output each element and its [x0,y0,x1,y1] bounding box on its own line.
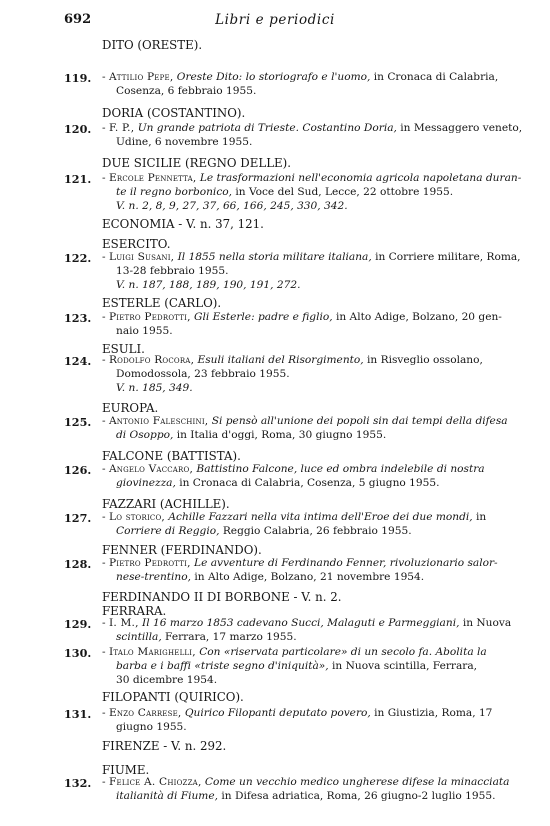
entry-line [102,84,527,98]
entry-number: 120. [64,122,92,136]
entry-heading: ESTERLE (CARLO). [102,296,222,310]
entry-line [102,659,527,673]
bibliography-entry [102,616,527,644]
bibliography-entry [102,310,527,338]
bibliography-entry [102,121,527,149]
entry-line: - Attilio Pepe, Oreste Dito: lo storiografo e l'uomo, in Cronaca di Calabria, [102,71,499,83]
entry-line [102,476,527,490]
entry-number: 130. [64,646,92,660]
running-title: Libri e periodici [215,12,335,28]
entry-number: 132. [64,776,92,790]
entry-title: Si pensò all'unione dei popoli sin dai tempi della difesa [211,415,508,427]
entry-title: barba e i baffi «triste segno d'iniquità», [116,660,329,673]
entry-line: - F. P., Un grande patriota di Trieste. Costantino Doria, in Messaggero veneto, [102,122,523,134]
entry-author: Ercole Pennetta, [108,172,197,184]
entry-publication: in Cronaca di Calabria, Cosenza, 5 giugno 1955. [175,477,440,490]
entry-number: 119. [64,71,92,85]
entry-number: 123. [64,311,92,325]
entry-publication: in Nuova scintilla, Ferrara, [328,660,478,673]
entry-publication: in Messaggero veneto, [396,122,523,134]
entry-author: I. M., [108,617,139,629]
entry-line [102,264,527,278]
entry-line: - Antonio Faleschini, Si pensò all'unione dei popoli sin dai tempi della difesa [102,415,508,427]
entry-author: Pietro Pedrotti, [108,557,191,569]
entry-line [102,199,527,213]
entry-title: V. n. 2, 8, 9, 27, 37, 66, 166, 245, 330, 342. [116,200,348,213]
entry-line: - Pietro Pedrotti, Gli Esterle: padre e figlio, in Alto Adige, Bolzano, 20 gen- [102,311,502,323]
entry-line: - Italo Marighelli, Con «riservata particolare» di un secolo fa. Abolita la [102,646,487,658]
entry-line: - Ercole Pennetta, Le trasformazioni nell'economia agricola napoletana duran- [102,172,522,184]
entry-title: Gli Esterle: padre e figlio, [194,311,333,323]
bibliography-entry [102,645,527,688]
entry-author: Lo storico, [108,511,165,523]
entry-title: giovinezza, [116,477,176,490]
entry-heading: EUROPA. [102,401,159,415]
entry-line: - Pietro Pedrotti, Le avventure di Ferdinando Fenner, rivoluzionario salor- [102,557,498,569]
entry-author: Felice A. Chiozza, [108,776,202,788]
entry-line: - Angelo Vaccaro, Battistino Falcone, luce ed ombra indelebile di nostra [102,463,485,475]
entry-line [102,185,527,199]
entry-author: F. P., [108,122,135,134]
entry-publication: in Alto Adige, Bolzano, 20 gen- [332,311,502,323]
entry-line: - Enzo Carrese, Quirico Filopanti deputato povero, in Giustizia, Roma, 17 [102,707,493,719]
entry-number: 121. [64,172,92,186]
entry-heading: DORIA (COSTANTINO). [102,106,246,120]
entry-line [102,367,527,381]
entry-number: 128. [64,557,92,571]
entry-title: di Osoppo, [116,429,174,442]
entry-line [102,381,527,395]
entry-title: Quirico Filopanti deputato povero, [184,707,371,719]
entry-line [102,570,527,584]
entry-publication: in Nuova [459,617,512,629]
entry-line [102,135,527,149]
entry-heading: ECONOMIA - V. n. 37, 121. [102,217,264,231]
entry-publication: Udine, 6 novembre 1955. [116,136,253,149]
entry-heading: DITO (ORESTE). [102,38,203,52]
entry-line: - Felice A. Chiozza, Come un vecchio medico ungherese difese la minacciata [102,776,510,788]
entry-author: Italo Marighelli, [108,646,196,658]
entry-title: Esuli italiani del Risorgimento, [197,354,364,366]
entry-line [102,524,527,538]
entry-author: Attilio Pepe, [108,71,174,83]
entry-title: Corriere di Reggio, [116,525,220,538]
entry-number: 124. [64,354,92,368]
entry-author: Antonio Faleschini, [108,415,209,427]
entry-title: Con «riservata particolare» di un secolo fa. Abolita la [199,646,487,658]
entry-line [102,789,527,803]
bibliography-entry [102,556,527,584]
entry-number: 126. [64,463,92,477]
bibliography-entry [102,510,527,538]
entry-publication: Reggio Calabria, 26 febbraio 1955. [219,525,412,538]
entry-title: Le trasformazioni nell'economia agricola napoletana duran- [199,172,522,184]
entry-heading: FENNER (FERDINANDO). [102,543,262,557]
entry-number: 131. [64,707,92,721]
entry-heading: DUE SICILIE (REGNO DELLE). [102,156,292,170]
entry-author: Rodolfo Rocora, [108,354,195,366]
entry-line [102,630,527,644]
entry-heading: FILOPANTI (QUIRICO). [102,690,244,704]
page-number: 692 [64,12,92,27]
entry-publication: 30 dicembre 1954. [116,674,218,687]
entry-publication: naio 1955. [116,325,173,338]
bibliography-entry [102,706,527,734]
entry-publication: in Giustizia, Roma, 17 [370,707,493,719]
entry-heading: ESERCITO. [102,237,171,251]
entry-title: V. n. 185, 349. [116,382,193,395]
entry-heading: ESULI. [102,342,145,356]
entry-title: te il regno borbonico, [116,186,232,199]
entry-title: Come un vecchio medico ungherese difese la minacciata [204,776,510,788]
entry-line [102,428,527,442]
bibliography-entry [102,353,527,396]
entry-line: - Rodolfo Rocora, Esuli italiani del Risorgimento, in Risveglio ossolano, [102,354,483,366]
entry-publication: in Italia d'oggi, Roma, 30 giugno 1955. [173,429,387,442]
entry-author: Angelo Vaccaro, [108,463,194,475]
entry-author: Pietro Pedrotti, [108,311,191,323]
entry-line [102,324,527,338]
entry-title: Battistino Falcone, luce ed ombra indelebile di nostra [196,463,485,475]
entry-publication: Domodossola, 23 febbraio 1955. [116,368,290,381]
bibliography-entry [102,414,527,442]
entry-title: Il 1855 nella storia militare italiana, [177,251,372,263]
entry-publication: Cosenza, 6 febbraio 1955. [116,85,257,98]
entry-title: Un grande patriota di Trieste. Costantino Doria, [137,122,397,134]
entry-heading: FALCONE (BATTISTA). [102,449,241,463]
entry-line: - Luigi Susani, Il 1855 nella storia militare italiana, in Corriere militare, Roma, [102,251,521,263]
bibliography-entry [102,70,527,98]
entry-line [102,673,527,687]
entry-publication: in Difesa adriatica, Roma, 26 giugno-2 luglio 1955. [218,790,496,803]
entry-publication: in [472,511,487,523]
entry-publication: in Alto Adige, Bolzano, 21 novembre 1954. [191,571,425,584]
entry-heading: FERRARA. [102,604,167,618]
bibliography-entry [102,171,527,214]
entry-line [102,720,527,734]
entry-title: Achille Fazzari nella vita intima dell'Eroe dei due mondi, [168,511,473,523]
entry-heading: FAZZARI (ACHILLE). [102,497,230,511]
entry-publication: 13-28 febbraio 1955. [116,265,229,278]
entry-author: Luigi Susani, [108,251,175,263]
entry-heading: FERDINANDO II DI BORBONE - V. n. 2. [102,590,342,604]
entry-number: 129. [64,617,92,631]
entry-line: - Lo storico, Achille Fazzari nella vita intima dell'Eroe dei due mondi, in [102,511,487,523]
entry-publication: Ferrara, 17 marzo 1955. [161,631,297,644]
entry-line: - I. M., Il 16 marzo 1853 cadevano Succi, Malaguti e Parmeggiani, in Nuova [102,617,512,629]
entry-title: italianità di Fiume, [116,790,218,803]
entry-title: Le avventure di Ferdinando Fenner, rivoluzionario salor- [194,557,498,569]
entry-title: Il 16 marzo 1853 cadevano Succi, Malaguti e Parmeggiani, [142,617,460,629]
entry-title: V. n. 187, 188, 189, 190, 191, 272. [116,279,301,292]
entry-title: Oreste Dito: lo storiografo e l'uomo, [176,71,371,83]
entry-heading: FIUME. [102,763,150,777]
entry-heading: FIRENZE - V. n. 292. [102,739,227,753]
entry-publication: in Corriere militare, Roma, [371,251,521,263]
bibliography-entry [102,250,527,293]
bibliography-entry [102,775,527,803]
entry-number: 125. [64,415,92,429]
entry-number: 122. [64,251,92,265]
entry-author: Enzo Carrese, [108,707,182,719]
bibliography-entry [102,462,527,490]
entry-publication: giugno 1955. [116,721,187,734]
entry-publication: in Risveglio ossolano, [363,354,483,366]
entry-title: scintilla, [116,631,162,644]
entry-number: 127. [64,511,92,525]
entry-publication: in Cronaca di Calabria, [370,71,499,83]
entry-publication: in Voce del Sud, Lecce, 22 ottobre 1955. [232,186,454,199]
entry-title: nese-trentino, [116,571,192,584]
entry-line [102,278,527,292]
